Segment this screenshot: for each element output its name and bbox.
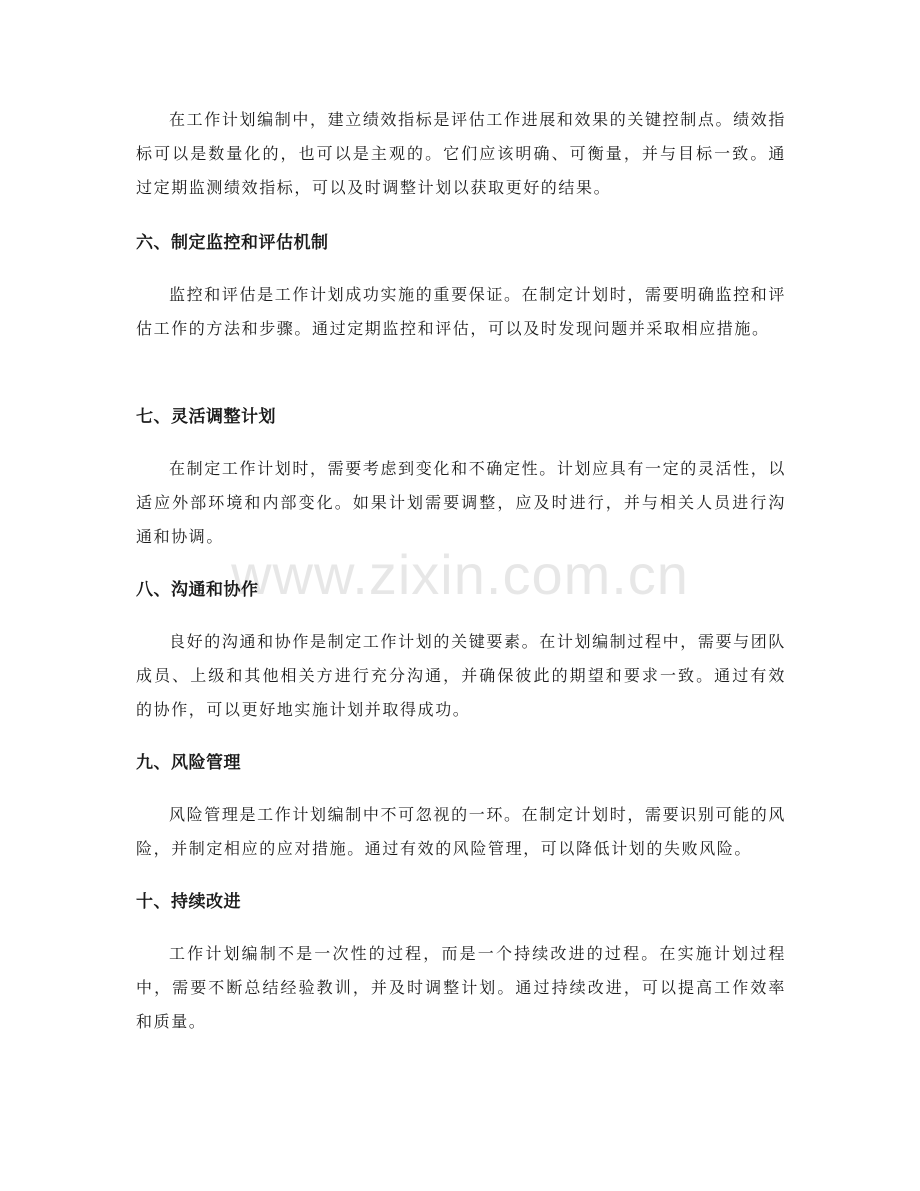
section-heading-10: 十、持续改进: [136, 892, 241, 912]
intro-paragraph: 在工作计划编制中，建立绩效指标是评估工作进展和效果的关键控制点。绩效指标可以是数量化的，也可以是主观的。它们应该明确、可衡量，并与目标一致。通过定期监测绩效指标，可以及时调整计划以获取更好的结果。: [136, 110, 786, 197]
section-body-10: 工作计划编制不是一次性的过程，而是一个持续改进的过程。在实施计划过程中，需要不断总结经验教训，并及时调整计划。通过持续改进，可以提高工作效率和质量。: [136, 944, 786, 1031]
section-heading-9: 九、风险管理: [136, 753, 241, 773]
watermark-text: www.zixin.com.cn: [231, 543, 689, 606]
section-body-9: 风险管理是工作计划编制中不可忽视的一环。在制定计划时，需要识别可能的风险，并制定相应的应对措施。通过有效的风险管理，可以降低计划的失败风险。: [136, 805, 786, 858]
section-body-6: 监控和评估是工作计划成功实施的重要保证。在制定计划时，需要明确监控和评估工作的方法和步骤。通过定期监控和评估，可以及时发现问题并采取相应措施。: [136, 285, 786, 338]
section-heading-7: 七、灵活调整计划: [136, 407, 276, 427]
section-body-7: 在制定工作计划时，需要考虑到变化和不确定性。计划应具有一定的灵活性，以适应外部环境和内部变化。如果计划需要调整，应及时进行，并与相关人员进行沟通和协调。: [136, 459, 786, 546]
section-heading-8: 八、沟通和协作: [136, 580, 259, 600]
section-body-8: 良好的沟通和协作是制定工作计划的关键要素。在计划编制过程中，需要与团队成员、上级和其他相关方进行充分沟通，并确保彼此的期望和要求一致。通过有效的协作，可以更好地实施计划并取得成功。: [136, 632, 786, 719]
section-heading-6: 六、制定监控和评估机制: [136, 233, 329, 253]
